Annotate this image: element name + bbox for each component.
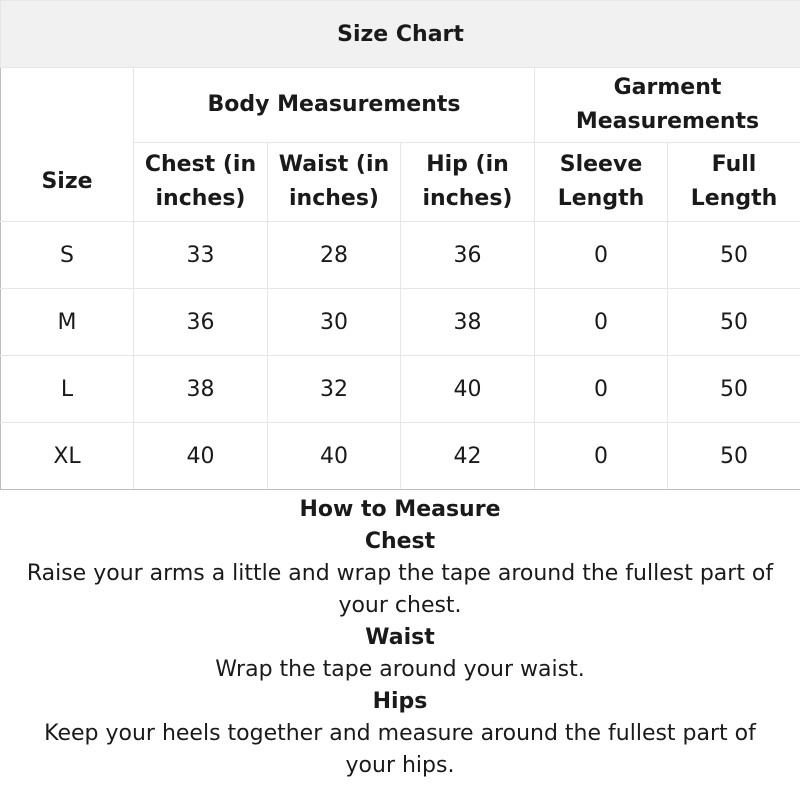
col-header-waist: Waist (in inches) (268, 143, 401, 222)
cell-chest: 38 (134, 356, 268, 423)
table-row (1, 423, 800, 490)
cell-hip: 42 (401, 423, 535, 490)
cell-size: M (1, 289, 134, 356)
chest-instructions: Raise your arms a little and wrap the tape around the fullest part of your chest. (26, 561, 774, 618)
cell-waist: 28 (268, 222, 401, 289)
cell-chest: 36 (134, 289, 268, 356)
cell-hip: 38 (401, 289, 535, 356)
body-measurements-header: Body Measurements (134, 68, 535, 143)
size-header-spacer (1, 68, 134, 143)
chart-title: Size Chart (1, 1, 800, 68)
cell-full-length: 50 (668, 222, 800, 289)
cell-chest: 40 (134, 423, 268, 490)
garment-measurements-header: Garment Measurements (535, 68, 800, 143)
cell-full-length: 50 (668, 356, 800, 423)
cell-sleeve: 0 (535, 222, 668, 289)
cell-full-length: 50 (668, 423, 800, 490)
cell-sleeve: 0 (535, 423, 668, 490)
col-header-full-length: Full Length (668, 143, 800, 222)
cell-sleeve: 0 (535, 289, 668, 356)
cell-hip: 36 (401, 222, 535, 289)
how-to-measure-section (0, 494, 800, 782)
chest-heading: Chest (364, 529, 436, 554)
cell-waist: 30 (268, 289, 401, 356)
cell-full-length: 50 (668, 289, 800, 356)
waist-instructions: Wrap the tape around your waist. (215, 657, 585, 682)
table-row (1, 289, 800, 356)
cell-sleeve: 0 (535, 356, 668, 423)
cell-size: L (1, 356, 134, 423)
col-header-chest: Chest (in inches) (134, 143, 268, 222)
cell-chest: 33 (134, 222, 268, 289)
cell-hip: 40 (401, 356, 535, 423)
cell-waist: 40 (268, 423, 401, 490)
col-header-sleeve: Sleeve Length (535, 143, 668, 222)
cell-size: XL (1, 423, 134, 490)
cell-size: S (1, 222, 134, 289)
cell-waist: 32 (268, 356, 401, 423)
hips-heading: Hips (372, 689, 428, 714)
table-row (1, 356, 800, 423)
waist-heading: Waist (365, 625, 435, 650)
how-to-measure-heading: How to Measure (299, 497, 501, 522)
table-row (1, 222, 800, 289)
col-header-hip: Hip (in inches) (401, 143, 535, 222)
hips-instructions: Keep your heels together and measure around the fullest part of your hips. (44, 721, 756, 778)
col-header-size: Size (1, 143, 134, 222)
